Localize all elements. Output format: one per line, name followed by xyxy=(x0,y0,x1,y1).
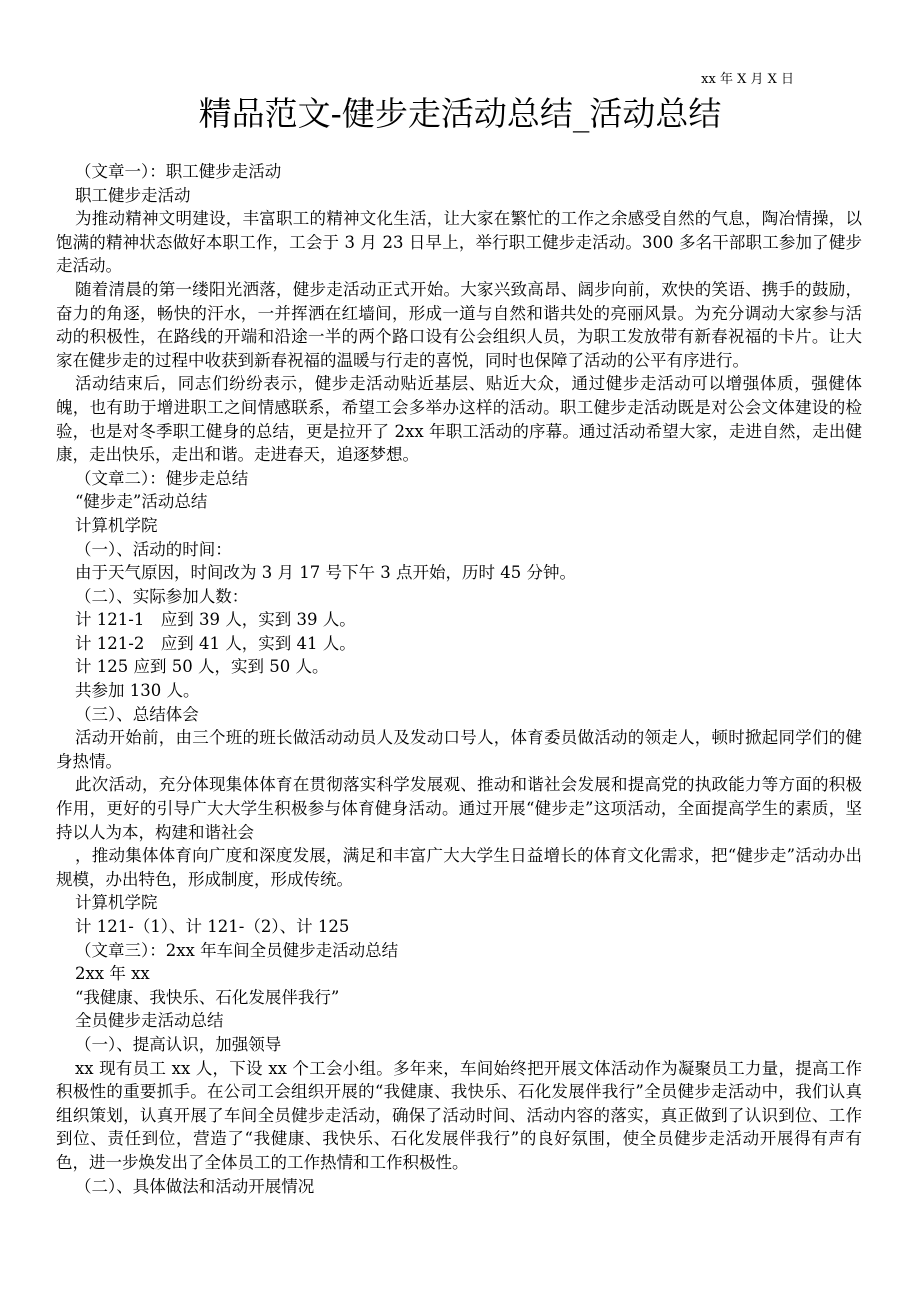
paragraph: 计算机学院 xyxy=(75,893,158,913)
section-heading: （三）、总结体会 xyxy=(75,704,199,724)
paragraph: 计 125 应到 50 人，实到 50 人。 xyxy=(75,657,329,677)
subheading: “健步走”活动总结 xyxy=(75,492,208,512)
heading-article-2: （文章二）：健步走总结 xyxy=(75,468,249,488)
paragraph: xx 现有员工 xx 人，下设 xx 个工会小组。多年来，车间始终把开展文体活动作为凝聚员工力量，提高工作积极性的重要抓手。在公司工会组织开展的“我健康、我快乐、石化发展伴我行”全员健步走活动中，我们认真组织策划，认真开展了车间全员健步走活动，确保了活动时间、活动内容的落实，真正做到了认识到位、工作到位、责任到位，营造了“我健康、我快乐、石化发展伴我行”的良好氛围，使全员健步走活动开展得有声有色，进一步焕发出了全体员工的工作热情和工作积极性。 xyxy=(56,1058,862,1172)
paragraph: ，推动集体体育向广度和深度发展，满足和丰富广大大学生日益增长的体育文化需求，把“健步走”活动办出规模，办出特色，形成制度，形成传统。 xyxy=(56,846,862,889)
subheading: 全员健步走活动总结 xyxy=(75,1011,224,1031)
paragraph: 计 121-（1）、计 121-（2）、计 125 xyxy=(75,917,350,936)
document-body xyxy=(56,160,862,1198)
paragraph: 为推动精神文明建设，丰富职工的精神文化生活，让大家在繁忙的工作之余感受自然的气息，陶冶情操，以饱满的精神状态做好本职工作，工会于 3 月 23 日早上，举行职工健步走活动。300 多名干部职工参加了健步走活动。 xyxy=(56,209,862,276)
section-heading: （二）、具体做法和活动开展情况 xyxy=(75,1176,315,1196)
document-title: 精品范文-健步走活动总结_活动总结 xyxy=(198,94,722,133)
page-date: xx 年 X 月 X 日 xyxy=(701,72,794,87)
section-heading: （一）、提高认识，加强领导 xyxy=(75,1034,282,1054)
paragraph: 计 121-1 应到 39 人，实到 39 人。 xyxy=(75,610,356,630)
subheading: 职工健步走活动 xyxy=(75,185,191,205)
paragraph: 此次活动，充分体现集体体育在贯彻落实科学发展观、推动和谐社会发展和提高党的执政能力等方面的积极作用，更好的引导广大大学生积极参与体育健身活动。通过开展“健步走”这项活动，全面提高学生的素质，坚持以人为本，构建和谐社会 xyxy=(56,775,862,842)
paragraph: 2xx 年 xx xyxy=(75,964,150,984)
paragraph: 随着清晨的第一缕阳光洒落，健步走活动正式开始。大家兴致高昂、阔步向前，欢快的笑语、携手的鼓励，奋力的角逐，畅快的汗水，一并挥洒在红墙间，形成一道与自然和谐共处的亮丽风景。为充分调动大家参与活动的积极性，在路线的开端和沿途一半的两个路口设有公会组织人员，为职工发放带有新春祝福的卡片。让大家在健步走的过程中收获到新春祝福的温暖与行走的喜悦，同时也保障了活动的公平有序进行。 xyxy=(56,279,862,370)
paragraph: 共参加 130 人。 xyxy=(75,681,200,701)
heading-article-1: （文章一）：职工健步走活动 xyxy=(75,162,282,181)
paragraph: 计算机学院 xyxy=(75,515,158,535)
paragraph: 由于天气原因，时间改为 3 月 17 号下午 3 点开始，历时 45 分钟。 xyxy=(75,563,576,583)
section-heading: （一）、活动的时间： xyxy=(75,539,232,559)
paragraph: 活动结束后，同志们纷纷表示，健步走活动贴近基层、贴近大众，通过健步走活动可以增强体质，强健体魄，也有助于增进职工之间情感联系，希望工会多举办这样的活动。职工健步走活动既是对公会文体建设的检验，也是对冬季职工健身的总结，更是拉开了 2xx 年职工活动的序幕。通过活动希望大家，走进自然，走出健康，走出快乐，走出和谐。走进春天，追逐梦想。 xyxy=(56,374,862,465)
heading-article-3: （文章三）：2xx 年车间全员健步走活动总结 xyxy=(75,940,399,960)
paragraph: 活动开始前，由三个班的班长做活动动员人及发动口号人，体育委员做活动的领走人，顿时掀起同学们的健身热情。 xyxy=(56,728,862,771)
paragraph: “我健康、我快乐、石化发展伴我行” xyxy=(75,987,340,1007)
paragraph: 计 121-2 应到 41 人，实到 41 人。 xyxy=(75,633,356,653)
section-heading: （二）、实际参加人数： xyxy=(75,586,249,606)
